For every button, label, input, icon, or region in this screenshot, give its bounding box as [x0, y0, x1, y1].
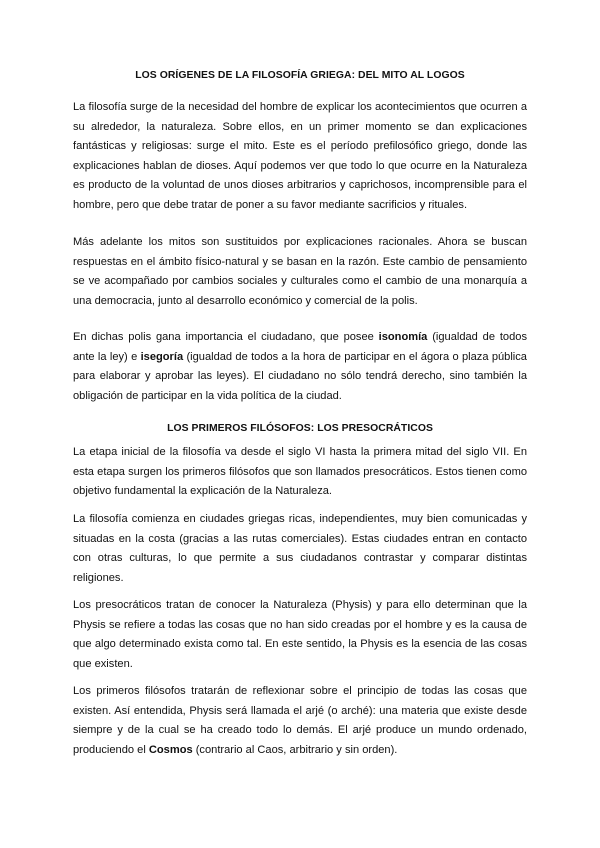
- paragraph-physis: [73, 596, 527, 674]
- paragraph-text: Los presocráticos tratan de conocer la Naturaleza (Physis) y para ello determinan que la Physis se refiere a todas las cosas que no han sido creadas por el hombre y es la causa de que algo determinado exista como tal. En este sentido, la Physis es la esencia de las cosas que existen.: [73, 599, 527, 670]
- heading-presocraticos: LOS PRIMEROS FILÓSOFOS: LOS PRESOCRÁTICOS: [167, 423, 433, 434]
- paragraph-text: La filosofía comienza en ciudades griegas ricas, independientes, muy bien comunicadas y situadas en la costa (gracias a las rutas comerciales). Estas ciudades entran en contacto con otras culturas, lo que permite a sus ciudadanos contrastar y comparar distintas religiones.: [73, 513, 527, 584]
- text-run: (contrario al Caos, arbitrario y sin orden).: [192, 743, 398, 756]
- text-run: (igualdad de todos ante la ley) e: [73, 331, 527, 363]
- paragraph-text: Más adelante los mitos son sustituidos por explicaciones racionales. Ahora se buscan respuestas en el ámbito físico-natural y se basan en la razón. Este cambio de pensamiento se ve acompañado por cambios sociales y culturales como el cambio de una monarquía a una democracia, junto al desarrollo económico y comercial de la polis.: [73, 236, 527, 307]
- paragraph-text: [73, 328, 527, 406]
- text-run: (igualdad de todos a la hora de participar en el ágora o plaza pública para elaborar y aprobar las leyes). El ciudadano no sólo tendrá derecho, sino también la obligación de participar en la vida política de la ciudad.: [73, 350, 527, 402]
- paragraph-text: La etapa inicial de la filosofía va desde el siglo VI hasta la primera mitad del siglo VII. En esta etapa surgen los primeros filósofos que son llamados presocráticos. Estos tienen como objetivo fundamental la explicación de la Naturaleza.: [73, 446, 527, 497]
- term-isonomia: isonomía: [378, 331, 428, 343]
- text-run: Los primeros filósofos tratarán de reflexionar sobre el principio de todas las cosas que existen. Así entendida, Physis será llamada el arjé (o arché): una materia que existe desde siempre y de la cual se ha creado todo lo demás. El arjé produce un mundo ordenado, produciendo el: [73, 685, 527, 756]
- paragraph-ciudades-griegas: [73, 510, 527, 588]
- paragraph-text: La filosofía surge de la necesidad del hombre de explicar los acontecimientos que ocurren a su alrededor, la naturaleza. Sobre ellos, en un primer momento se dan explicaciones fantásticas y religiosas: surge el mito. Este es el período prefilosófico griego, donde las explicaciones hablan de dioses. Aquí podemos ver que todo lo que ocurre en la Naturaleza es producto de la voluntad de unos dioses arbitrarios y caprichosos, incomprensible para el hombre, pero que debe tratar de poner a su favor mediante sacrificios y rituales.: [73, 101, 527, 211]
- term-isegoria: isegoría: [140, 350, 184, 363]
- text-run: En dichas polis gana importancia el ciudadano, que posee: [73, 331, 379, 343]
- heading-mito-logos: LOS ORÍGENES DE LA FILOSOFÍA GRIEGA: DEL MITO AL LOGOS: [135, 70, 465, 81]
- paragraph-ciudadano: [73, 328, 527, 406]
- paragraph-explicaciones-racionales: [73, 233, 527, 311]
- paragraph-origen-filosofia: [73, 98, 527, 215]
- paragraph-etapa-inicial: [73, 443, 527, 502]
- term-cosmos: Cosmos: [148, 743, 193, 756]
- paragraph-arje: [73, 682, 527, 760]
- paragraph-text: [73, 682, 527, 760]
